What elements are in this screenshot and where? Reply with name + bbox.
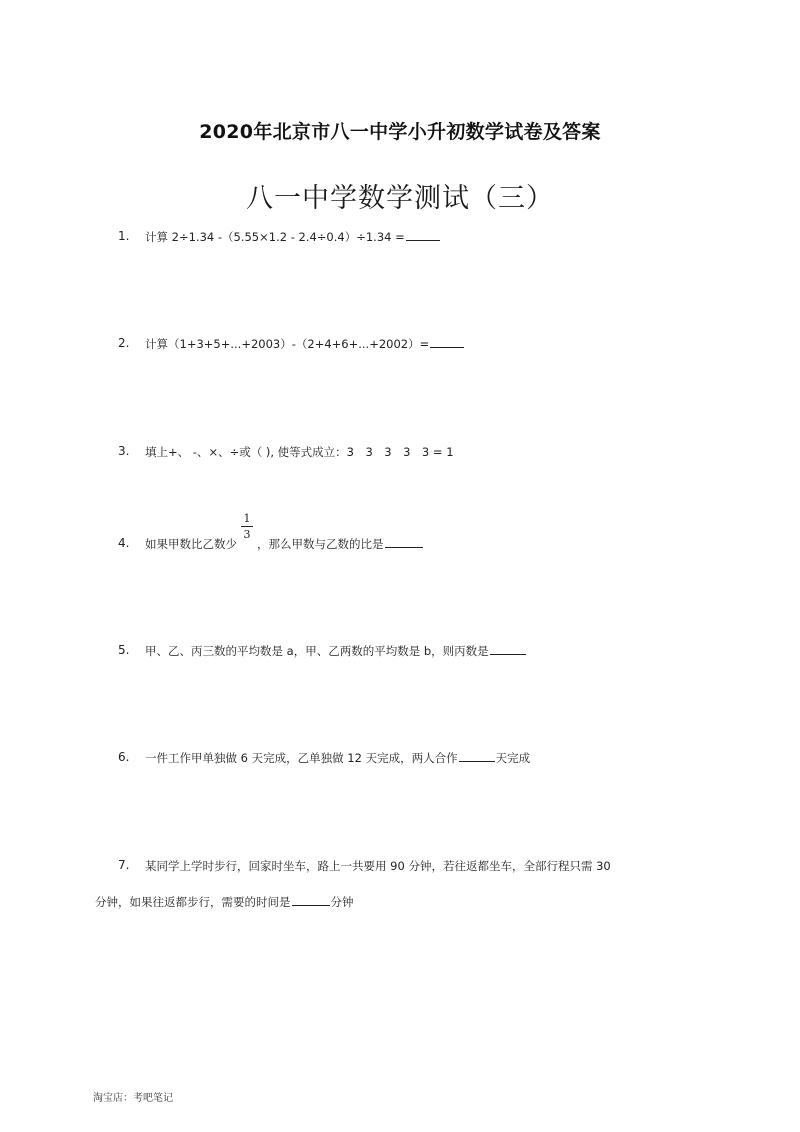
question-3-text: 填上+、 -、×、÷或（ ), 使等式成立：3 3 3 3 3 = 1: [145, 445, 454, 459]
answer-blank: [406, 230, 440, 241]
question-2-number: 2.: [118, 336, 130, 350]
question-2-text: 计算（1+3+5+...+2003）-（2+4+6+...+2002）=: [145, 337, 430, 351]
document-title: 2020年北京市八一中学小升初数学试卷及答案: [199, 121, 601, 143]
question-4-text-after: ，那么甲数与乙数的比是: [257, 537, 384, 551]
question-5-text: 甲、乙、丙三数的平均数是 a，甲、乙两数的平均数是 b，则丙数是: [145, 644, 489, 658]
answer-blank: [490, 644, 526, 655]
question-4-number: 4.: [118, 536, 130, 550]
question-7-line-1: 某同学上学时步行，回家时坐车，路上一共要用 90 分钟，若往返都坐车，全部行程只需 30: [145, 859, 611, 873]
question-7-number: 7.: [118, 858, 130, 872]
answer-blank: [292, 895, 330, 906]
question-6-text-after: 天完成: [495, 751, 531, 765]
fraction-bar: [241, 526, 253, 527]
question-4: [257, 536, 424, 552]
question-2: [145, 336, 465, 352]
question-1-number: 1.: [118, 229, 130, 243]
question-3-number: 3.: [118, 444, 130, 458]
question-4-text-before: 如果甲数比乙数少: [145, 537, 237, 551]
fraction-one-third: [241, 512, 253, 541]
answer-blank: [430, 337, 464, 348]
question-1-text: 计算 2÷1.34 -（5.55×1.2 - 2.4÷0.4）÷1.34 =: [145, 230, 405, 244]
question-5-number: 5.: [118, 643, 130, 657]
question-7-text-before: 分钟，如果往返都步行，需要的时间是: [95, 895, 291, 909]
question-6: [145, 750, 530, 766]
question-7-text-after: 分钟: [330, 895, 354, 909]
fraction-numerator: 1: [243, 512, 251, 525]
question-6-text-before: 一件工作甲单独做 6 天完成，乙单独做 12 天完成，两人合作: [145, 751, 458, 765]
question-1: [145, 229, 441, 245]
answer-blank: [385, 537, 423, 548]
question-6-number: 6.: [118, 750, 130, 764]
footer-shop-label: 淘宝店：考吧笔记: [93, 1093, 173, 1104]
question-5: [145, 643, 527, 659]
answer-blank: [459, 751, 495, 762]
question-7-line-2: [95, 894, 354, 910]
fraction-denominator: 3: [243, 528, 251, 541]
test-subtitle: 八一中学数学测试（三）: [246, 183, 554, 214]
